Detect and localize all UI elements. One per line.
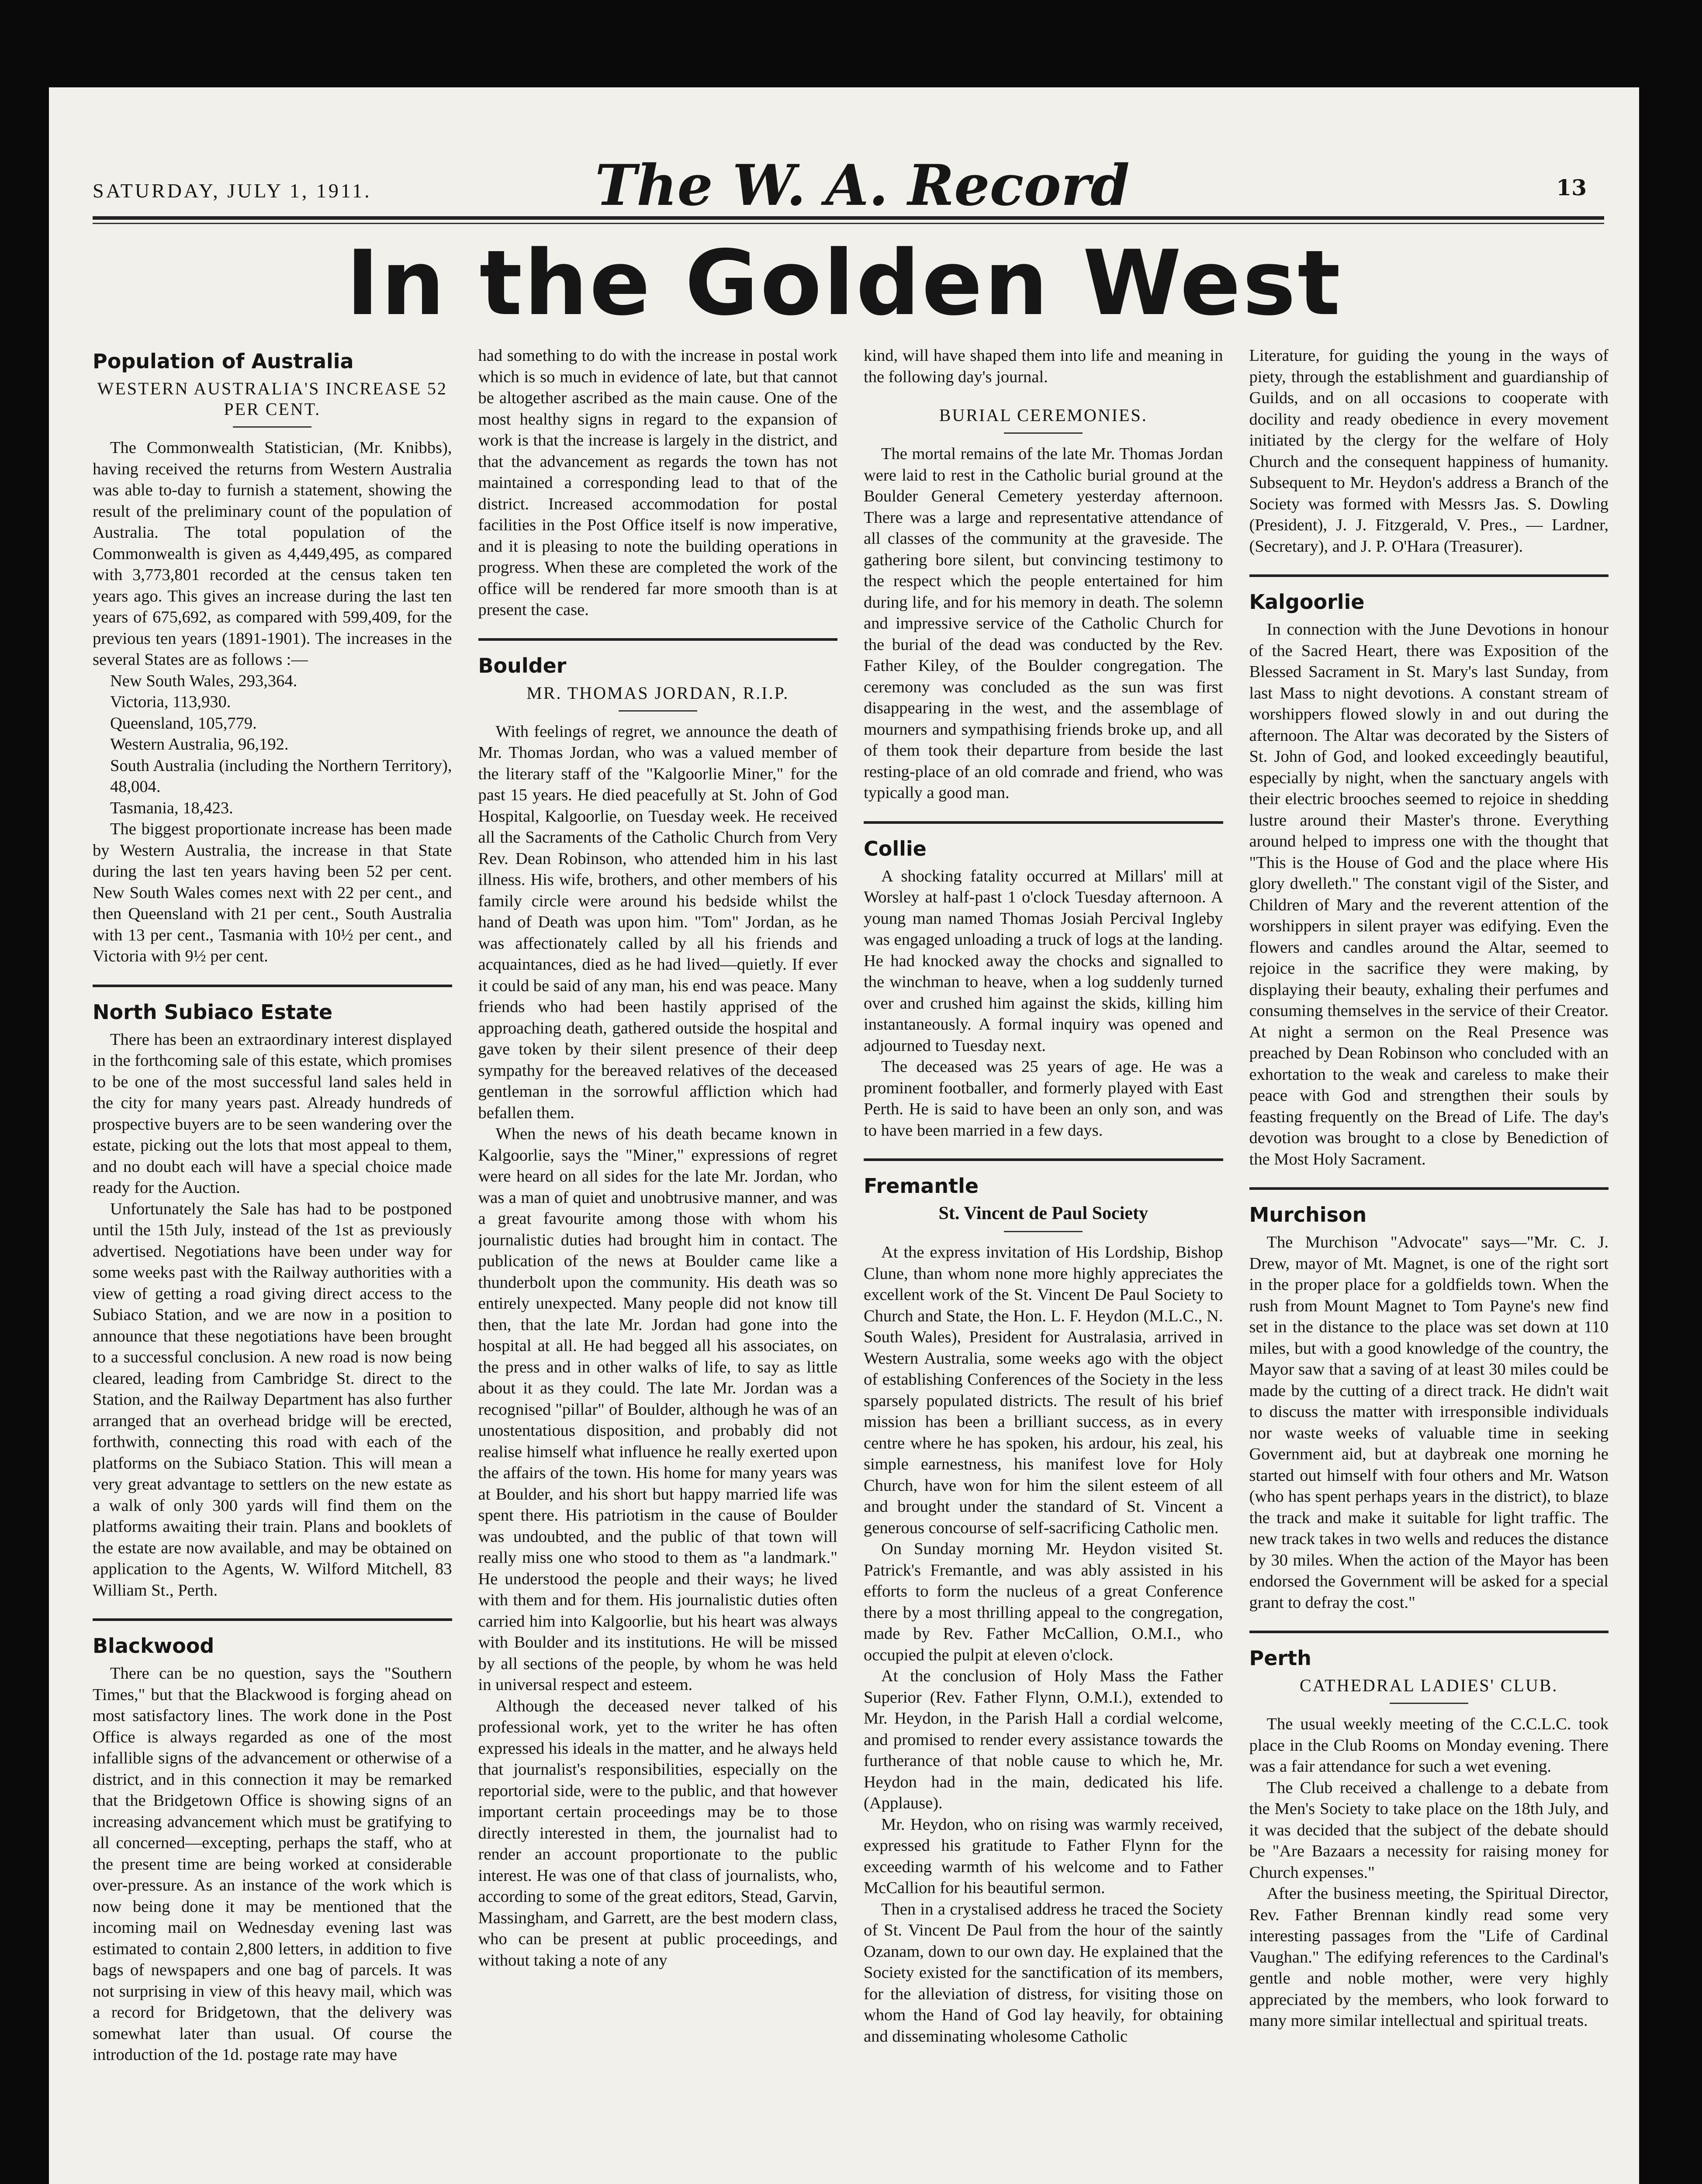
article-section [1249, 574, 1609, 1170]
paragraph: Queensland, 105,779. [110, 714, 257, 733]
subheading-rule [619, 710, 697, 712]
paragraph: The biggest proportionate increase has been made by Western Australia, the increase in that State during the last ten years having been 52 per cent. New South Wales comes next with 22 per cent., and then Queensland with 21 per cent., South Australia with 13 per cent., Tasmania with 10½ per cent., and Victoria with 9½ per cent. [93, 820, 452, 965]
paragraph: had something to do with the increase in postal work which is so much in evidence of late, but that cannot be altogether ascribed as the main cause. One of the most healthy signs in regard to the expansion of work is that the increase is largely in the district, and that the advancement as regards the town has not maintained a corresponding lead to that of the district. Increased accommodation for postal facilities in the Post Office itself is now imperative, and it is pleasing to note the building operations in progress. When these are completed the work of the office will be rendered far more smooth than is at present the case. [478, 346, 837, 619]
paragraph: At the express invitation of His Lordship, Bishop Clune, than whom none more highly appreciates the excellent work of the St. Vincent De Paul Society to Church and State, the Hon. L. F. Heydon (M.L.C., N. South Wales), President for Australasia, arrived in Western Australia, some weeks ago with the object of establishing Conferences of the Society in the less sparsely populated districts. The result of his brief mission has been a brilliant success, as in every centre where he has spoken, his ardour, his zeal, his simple earnestness, his manifest love for Holy Church, have won for him the silent esteem of all and brought under the standard of St. Vincent a generous concourse of self-sacrificing Catholic men. [864, 1243, 1223, 1537]
section-heading: Murchison [1249, 1203, 1367, 1227]
paragraph: Then in a crystalised address he traced the Society of St. Vincent De Paul from the hour of the saintly Ozanam, down to our own day. He explained that the Society existed for the sanctification of its members, for the alleviation of distress, for visiting those on whom the Hand of God lay heavily, for obtaining and disseminating wholesome Catholic [864, 1900, 1223, 2046]
subheading-rule [233, 426, 311, 428]
masthead-rule-thin [93, 223, 1604, 224]
page-number: 13 [1556, 175, 1587, 200]
issue-date: SATURDAY, JULY 1, 1911. [93, 180, 372, 202]
article-section [478, 345, 838, 621]
article-section [864, 1158, 1223, 2047]
paragraph: There can be no question, says the "Southern Times," but that the Blackwood is forging ahead on most satisfactory lines. The work done in the Post Office is always regarded as one of the most infallible signs of the advancement or otherwise of a district, and in this connection it may be remarked that the Bridgetown Office is showing signs of an increasing advancement which must be gratifying to all concerned—excepting, perhaps the staff, who at the present time are being worked at considerable over-pressure. As an instance of the work which is now being done it may be mentioned that the incoming mail on Wednesday evening last was estimated to contain 2,800 letters, in addition to five bags of newspapers and one bag of parcels. It was not surprising in view of this heavy mail, which was a record for Bridgetown, that the delivery was somewhat later than usual. Of course the introduction of the 1d. postage rate may have [93, 1664, 452, 2064]
column-1 [93, 345, 452, 2184]
column-2 [478, 345, 838, 2184]
paragraph: The deceased was 25 years of age. He was a prominent footballer, and formerly played with East Perth. He is said to have been an only son, and was to have been married in a few days. [864, 1057, 1223, 1140]
section-heading: Perth [1249, 1646, 1311, 1670]
section-rule [1249, 1187, 1609, 1190]
paragraph: Literature, for guiding the young in the ways of piety, through the establishment and guardianship of Guilds, and on all occasions to cooperate with docility and ready obedience in every movement initiated by the clergy for the welfare of Holy Church and the consequent happiness of humanity. Subsequent to Mr. Heydon's address a Branch of the Society was formed with Messrs Jas. S. Dowling (President), J. J. Fitzgerald, V. Pres., — Lardner, (Secretary), and J. P. O'Hara (Treasurer). [1249, 346, 1609, 556]
paragraph: There has been an extraordinary interest displayed in the forthcoming sale of this estate, which promises to be one of the most successful land sales held in the city for many years past. Already hundreds of prospective buyers are to be seen wandering over the estate, picking out the lots that most appeal to them, and no doubt each will have a special choice made ready for the Auction. [93, 1030, 452, 1197]
paragraph: A shocking fatality occurred at Millars' mill at Worsley at half-past 1 o'clock Tuesday afternoon. A young man named Thomas Josiah Percival Ingleby was engaged unloading a truck of logs at the landing. He had knocked away the chocks and signalled to the winchman to heave, when a log suddenly turned over and crushed him against the skids, killing him instantaneously. A formal inquiry was opened and adjourned to Tuesday next. [864, 867, 1223, 1055]
section-heading: Population of Australia [93, 349, 354, 373]
section-subheading: MR. THOMAS JORDAN, R.I.P. [526, 683, 789, 703]
masthead [93, 153, 1604, 218]
section-heading: Kalgoorlie [1249, 590, 1365, 614]
paragraph: Western Australia, 96,192. [110, 735, 289, 753]
section-heading: North Subiaco Estate [93, 1000, 333, 1024]
subheading-rule [1004, 1231, 1083, 1232]
article-section [1249, 1631, 1609, 2032]
paragraph: The mortal remains of the late Mr. Thomas Jordan were laid to rest in the Catholic burial ground at the Boulder General Cemetery yesterday afternoon. There was a large and representative attendance of all classes of the community at the graveside. The gathering bore silent, but convincing testimony to the respect which the people entertained for him during life, and for his memory in death. The solemn and impressive service of the Catholic Church for the burial of the dead was conducted by the Rev. Father Kiley, of the Boulder congregation. The ceremony was concluded as the sun was first disappearing in the west, and the assemblage of mourners and sympathising friends broke up, and all of them took their departure from beside the last resting-place of an old comrade and friend, who was typically a good man. [864, 445, 1223, 802]
paragraph: The Murchison "Advocate" says—"Mr. C. J. Drew, mayor of Mt. Magnet, is one of the right sort in the proper place for a goldfields town. When the rush from Mount Magnet to Tom Payne's new find set in the distance to the place was set down at 110 miles, but with a good knowledge of the country, the Mayor saw that a saving of at least 30 miles could be made by the cutting of a direct track. He didn't wait to discuss the matter with irresponsible individuals nor waste weeks of valuable time in seeking Government aid, but at daybreak one morning he started out himself with four others and Mr. Watson (who has spent perhaps years in the district), to blaze the track and make it suitable for light traffic. The new track takes in two wells and reduces the distance by 30 miles. When the action of the Mayor has been endorsed the Government will be asked for a special grant to defray the cost." [1249, 1233, 1609, 1612]
section-rule [1249, 1631, 1609, 1633]
paragraph: Tasmania, 18,423. [110, 798, 233, 817]
paragraph: Although the deceased never talked of his professional work, yet to the writer he has often expressed his ideals in the matter, and he always held that journalist's responsibilities, especially on the reportorial side, were to the public, and that however important certain proceedings may be to those directly interested in them, the journalist had to render an account proportionate to the public interest. He was one of that class of journalists, who, according to some of the great editors, Stead, Garvin, Massingham, and Garrett, are the best modern class, who can be present at public proceedings, and without taking a note of any [478, 1697, 837, 1970]
section-heading: Collie [864, 836, 927, 860]
paragraph: South Australia (including the Northern Territory), 48,004. [110, 756, 452, 796]
section-subheading: CATHEDRAL LADIES' CLUB. [1300, 1676, 1558, 1695]
paragraph: On Sunday morning Mr. Heydon visited St. Patrick's Fremantle, and was ably assisted in his efforts to form the nucleus of a great Conference there by a most thrilling appeal to the congregation, made by Rev. Father McCallion, O.M.I., who occupied the pulpit at eleven o'clock. [864, 1540, 1223, 1664]
paragraph: When the news of his death became known in Kalgoorlie, says the "Miner," expressions of regret were heard on all sides for the late Mr. Jordan, who was a man of quiet and unobtrusive manner, and was a great favourite among those with whom his journalistic duties had brought him in contact. The publication of the news at Boulder came like a thunderbolt upon the community. His death was so entirely unexpected. Many people did not know till then, that the late Mr. Jordan had gone into the hospital at all. He had begged all his associates, on the press and in other walks of life, to say as little about it as they could. The late Mr. Jordan was a recognised "pillar" of Boulder, although he was of an unostentatious disposition, and probably did not realise himself what influence he really exerted upon the affairs of the town. His home for many years was at Boulder, and his short but happy married life was spent there. His patriotism in the cause of Boulder was undoubted, and the public of that town will really miss one who stood to them as "a landmark." He understood the people and their ways; he lived with them and for them. His journalistic duties often carried him into Kalgoorlie, but his heart was always with Boulder and its institutions. He will be missed by all sections of the people, by whom he was held in universal respect and esteem. [478, 1125, 837, 1694]
article-section [93, 349, 452, 967]
section-rule [864, 1158, 1223, 1161]
section-rule [864, 821, 1223, 824]
section-subheading: St. Vincent de Paul Society [938, 1203, 1148, 1223]
paragraph: The usual weekly meeting of the C.C.L.C. took place in the Club Rooms on Monday evening. There was a fair attendance for such a wet evening. [1249, 1715, 1609, 1776]
column-3 [864, 345, 1223, 2184]
section-rule [93, 985, 452, 987]
paragraph: Mr. Heydon, who on rising was warmly received, expressed his gratitude to Father Flynn for the exceeding warmth of his welcome and to Father McCallion for his beautiful sermon. [864, 1815, 1223, 1897]
section-subheading: WESTERN AUSTRALIA'S INCREASE 52 PER CENT. [97, 379, 447, 419]
article-section [1249, 1187, 1609, 1613]
article-section [93, 985, 452, 1601]
article-columns [93, 345, 1609, 2184]
section-heading: Boulder [478, 653, 567, 677]
paragraph: After the business meeting, the Spiritual Director, Rev. Father Brennan kindly read some very interesting passages from the "Life of Cardinal Vaughan." The edifying references to the Cardinal's gentle and noble mother, were very highly appreciated by the members, who look forward to many more similar intellectual and spiritual treats. [1249, 1884, 1609, 2030]
article-section [864, 405, 1223, 804]
section-rule [1249, 574, 1609, 577]
paragraph: The Commonwealth Statistician, (Mr. Knibbs), having received the returns from Western Australia was able to-day to furnish a statement, showing the result of the preliminary count of the population of Australia. The total population of the Commonwealth is given as 4,449,495, as compared with 3,773,801 recorded at the census taken ten years ago. This gives an increase during the last ten years of 675,692, as compared with 599,409, for the previous ten years (1891-1901). The increases in the several States are as follows :— [93, 439, 452, 669]
section-subheading: BURIAL CEREMONIES. [939, 405, 1148, 425]
page-headline: In the Golden West [346, 232, 1342, 335]
section-rule [93, 1618, 452, 1621]
article-section [864, 821, 1223, 1141]
paragraph: New South Wales, 293,364. [110, 671, 298, 690]
paragraph: Victoria, 113,930. [110, 693, 231, 711]
article-section [478, 638, 838, 1971]
column-4 [1249, 345, 1609, 2184]
paper-name: The W. A. Record [595, 153, 1130, 218]
paragraph: At the conclusion of Holy Mass the Father Superior (Rev. Father Flynn, O.M.I.), extended to Mr. Heydon, in the Parish Hall a cordial welcome, and promised to render every assistance towards the furtherance of that noble cause to which he, Mr. Heydon had in the main, dedicated his life. (Applause). [864, 1667, 1223, 1812]
subheading-rule [1390, 1703, 1468, 1704]
paragraph: kind, will have shaped them into life and meaning in the following day's journal. [864, 346, 1223, 386]
paragraph: Unfortunately the Sale has had to be postponed until the 15th July, instead of the 1st as previously advertised. Negotiations have been under way for some weeks past with the Railway authorities with a view of getting a road giving direct access to the Subiaco Station, and we are now in a position to announce that these negotiations have been brought to a successful conclusion. A new road is now being cleared, leading from Cambridge St. direct to the Station, and the Railway Department has also further arranged that an overhead bridge will be erected, forthwith, connecting this road with each of the platforms on the Subiaco Station. This will mean a very great advantage to settlers on the new estate as a walk of only 300 yards will find them on the platforms awaiting their train. Plans and booklets of the estate are now available, and may be obtained on application to the Agents, W. Wilford Mitchell, 83 William St., Perth. [93, 1199, 452, 1600]
masthead-rule [93, 216, 1604, 220]
article-section [93, 1618, 452, 2066]
section-rule [478, 638, 838, 641]
article-section [864, 345, 1223, 387]
article-section [1249, 345, 1609, 557]
paragraph: In connection with the June Devotions in honour of the Sacred Heart, there was Exposition of the Blessed Sacrament in St. Mary's last Sunday, from last Mass to night devotions. A constant stream of worshippers flowed slowly in and out during the afternoon. The Altar was decorated by the Sisters of St. John of God, and looked exceedingly beautiful, especially by night, when the sanctuary angels with their electric brooches seemed to rejoice in shedding lustre around their Master's throne. Everything around helped to impress one with the thought that "This is the House of God and the place where His glory dwelleth." The constant vigil of the Sister, and Children of Mary and the reverent attention of the worshippers in silent prayer was edifying. Even the flowers and candles around the Altar, seemed to rejoice in the sacrifice they were making, by displaying their beauty, exhaling their perfumes and consuming themselves in the service of their Creator. At night a sermon on the Real Presence was preached by Dean Robinson who concluded with an exhortation to the weak and careless to make their peace with God and strengthen their souls by feasting frequently on the Bread of Life. The day's devotion was brought to a close by Benediction of the Most Holy Sacrament. [1249, 620, 1609, 1168]
newspaper-page [49, 87, 1639, 2184]
section-heading: Blackwood [93, 1634, 214, 1658]
section-heading: Fremantle [864, 1174, 979, 1198]
subheading-rule [1004, 432, 1083, 434]
paragraph: With feelings of regret, we announce the death of Mr. Thomas Jordan, who was a valued member of the literary staff of the "Kalgoorlie Miner," for the past 15 years. He died peacefully at St. John of God Hospital, Kalgoorlie, on Tuesday week. He received all the Sacraments of the Catholic Church from Very Rev. Dean Robinson, who attended him in his last illness. His wife, brothers, and other members of his family circle were around his bedside whilst the hand of Death was upon him. "Tom" Jordan, as he was affectionately called by all his friends and acquaintances, died as he had lived—quietly. If ever it could be said of any man, his end was peace. Many friends who had been hastily apprised of the approaching death, gathered outside the hospital and gave token by their silent presence of their deep sympathy for the bereaved relatives of the deceased gentleman in the sorrowful affliction which had befallen them. [478, 722, 837, 1122]
paragraph: The Club received a challenge to a debate from the Men's Society to take place on the 18th July, and it was decided that the subject of the debate should be "Are Bazaars a necessity for raising money for Church expenses." [1249, 1778, 1609, 1882]
